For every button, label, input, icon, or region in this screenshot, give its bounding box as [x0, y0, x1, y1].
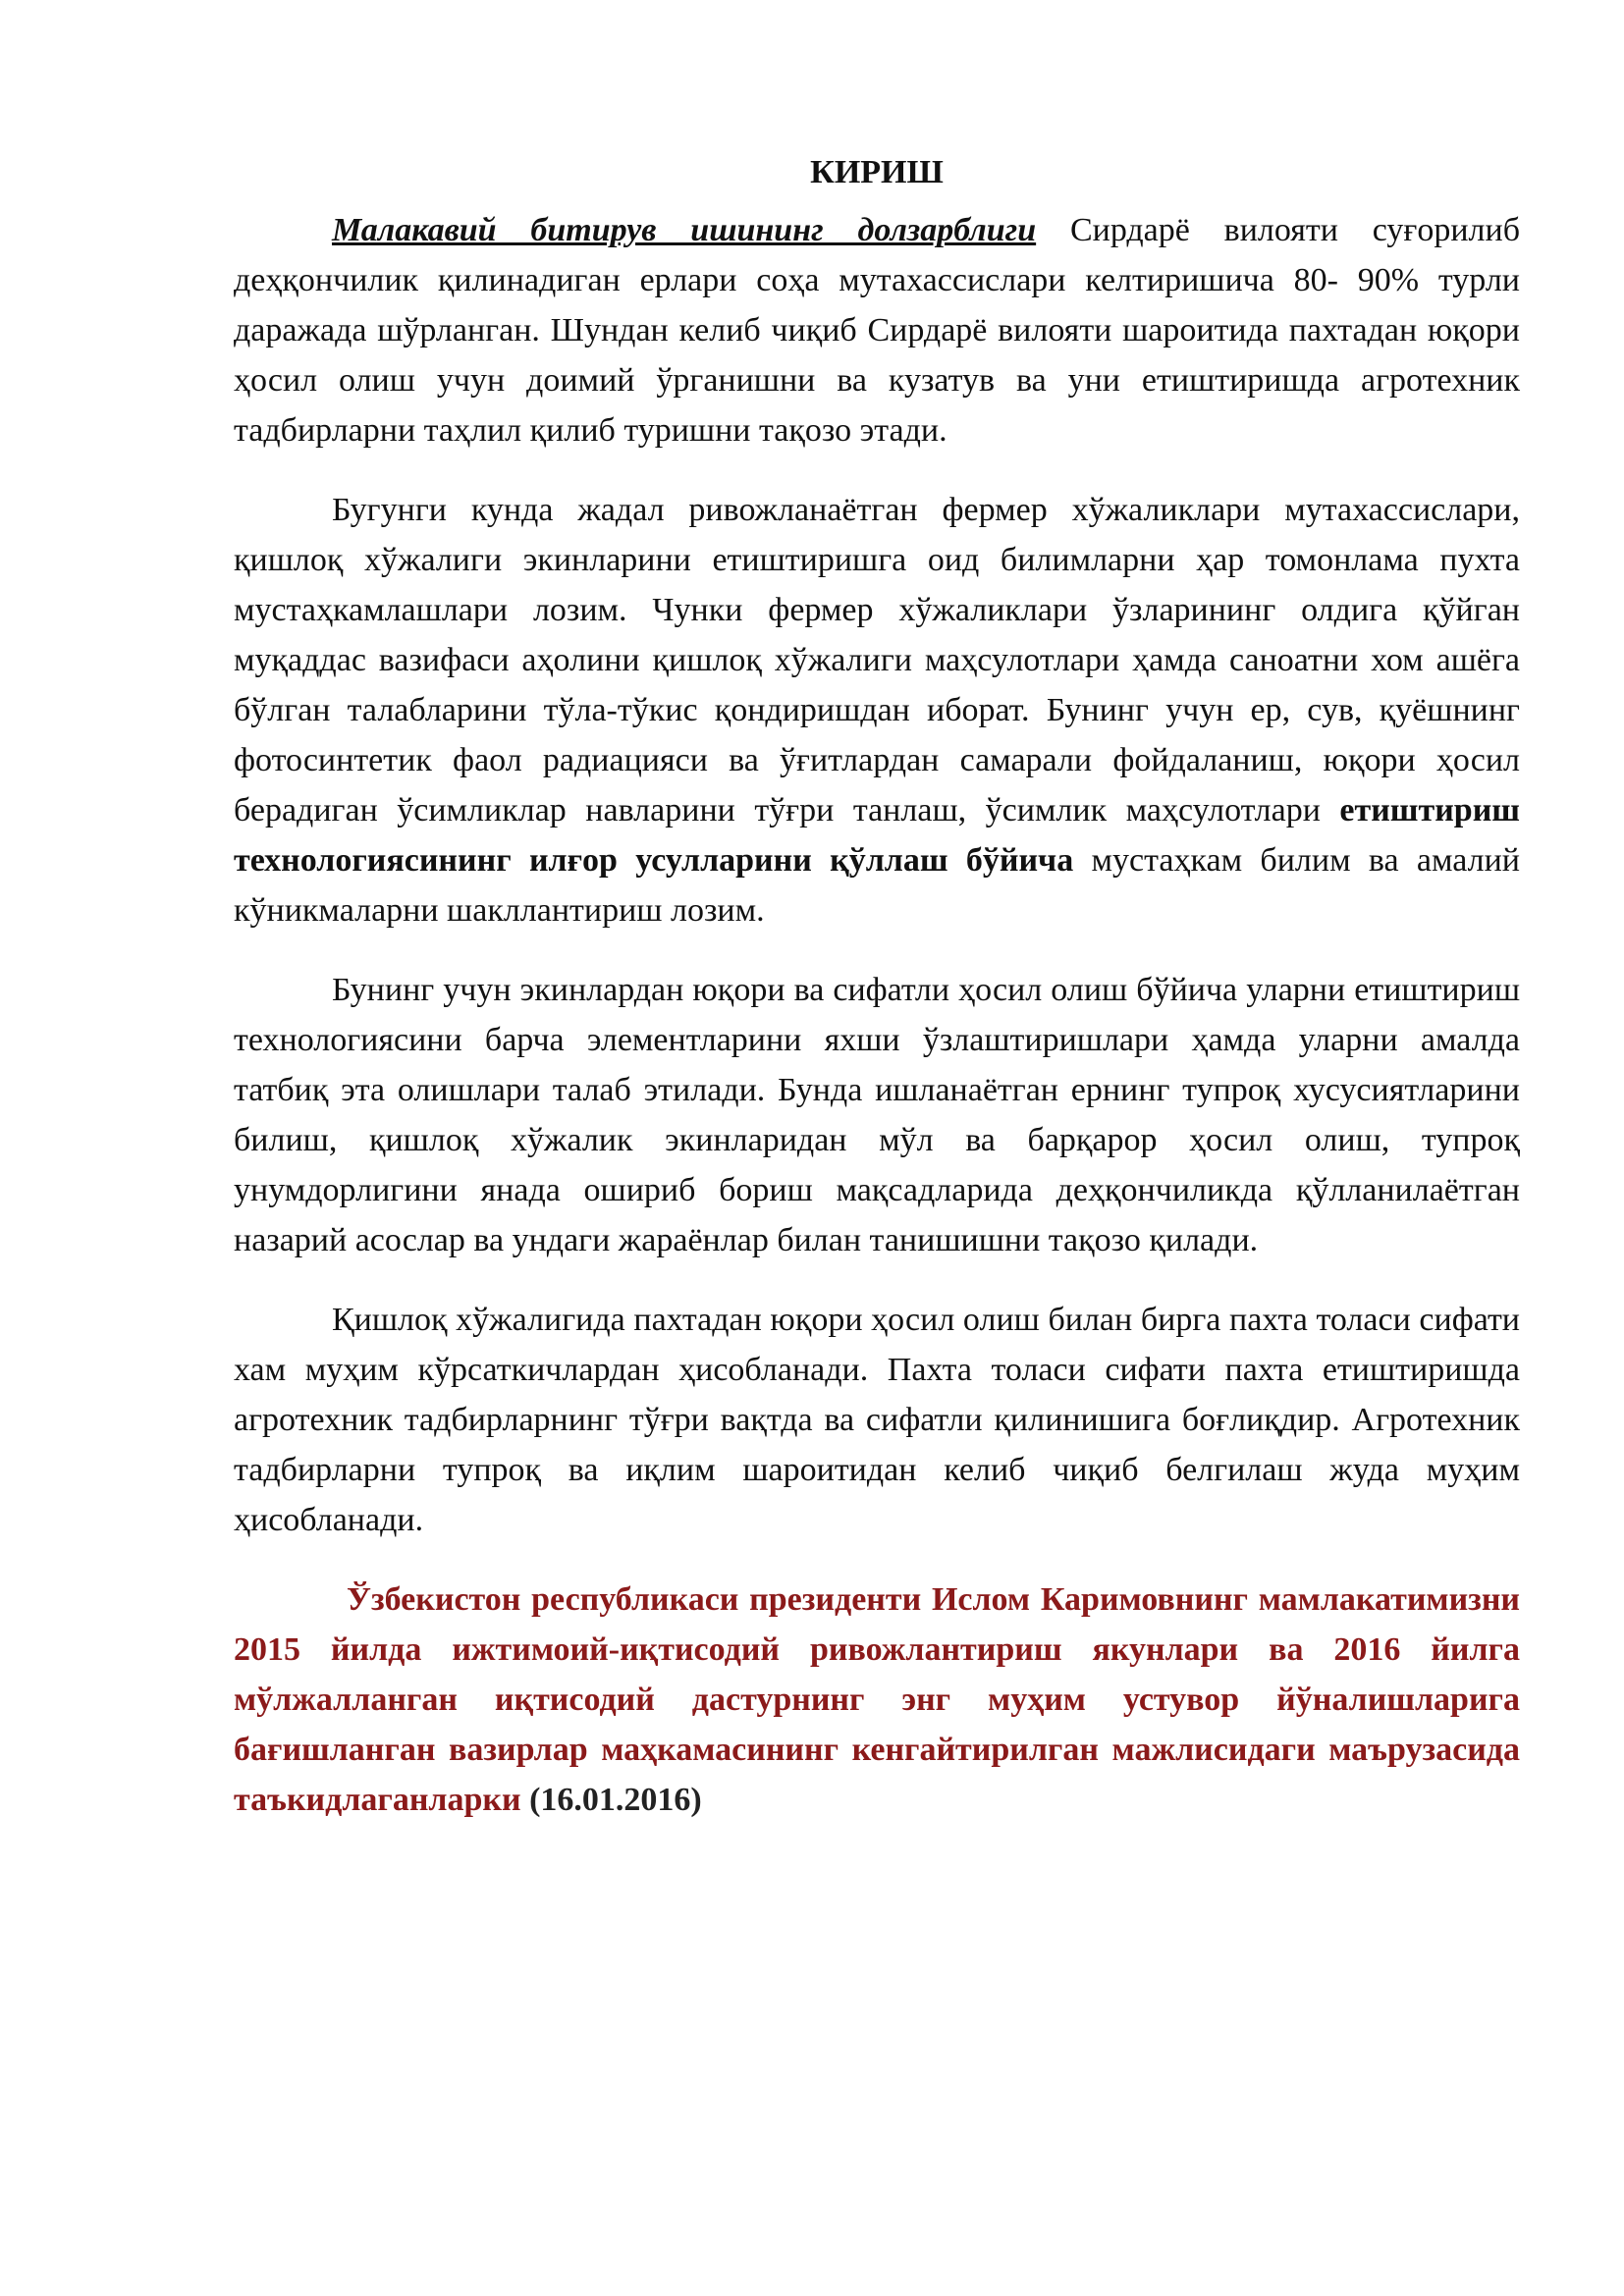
relevance-text: Сирдарё вилояти суғорилиб деҳқончилик қилинадиган ерлари соҳа мутахассислари келтиришича 80- 90% турли даражада шўрланган. Шундан келиб чиқиб Сирдарё вилояти шароитида пахтадан юқори ҳосил олиш учун доимий ўрганишни ва кузатув ва уни етиштиришда агротехник тадбирларни таҳлил қилиб туришни тақозо этади.	[234, 212, 1520, 449]
paragraph-technology: Бунинг учун экинлардан юқори ва сифатли ҳосил олиш бўйича уларни етиштириш технологиясини барча элементларини яхши ўзлаштиришлари ҳамда уларни амалда татбиқ эта олишлари талаб этилади. Бунда ишланаётган ернинг тупроқ хусусиятларини билиш, қишлоқ хўжалик экинларидан мўл ва барқарор ҳосил олиш, тупроқ унумдорлигини янада ошириб бориш мақсадларида деҳқончиликда қўлланилаётган назарий асослар ва ундаги жараёнлар билан танишишни тақозо қилади.	[234, 972, 1520, 1258]
paragraph-president-quote	[234, 1575, 1520, 1825]
president-quote-text: Ўзбекистон республикаси президенти Ислом Каримовнинг мамлакатимизни 2015 йилда ижтимоий-иқтисодий ривожлантириш якунлари ва 2016 йилга мўлжалланган иқтисодий дастурнинг энг муҳим устувор йўналишларига бағишланган вазирлар маҳкамасининг кенгайтирилган мажлисидаги маърузасида таъкидлаганларки	[234, 1581, 1520, 1818]
farmers-bold-text: етиштириш технологиясининг илғор усулларини қўллаш бўйича	[234, 792, 1520, 879]
document-page	[234, 147, 1520, 1825]
paragraph-fiber-quality: Қишлоқ хўжалигида пахтадан юқори ҳосил олиш билан бирга пахта толаси сифати хам муҳим кўрсаткичлардан ҳисобланади. Пахта толаси сифати пахта етиштиришда агротехник тадбирларнинг тўғри вақтда ва сифатли қилинишига боғлиқдир. Агротехник тадбирларни тупроқ ва иқлим шароитидан келиб чиқиб белгилаш жуда муҳим ҳисобланади.	[234, 1302, 1520, 1538]
paragraph-farmers	[234, 485, 1520, 935]
relevance-heading: Малакавий битирув ишининг долзарблиги	[332, 212, 1037, 248]
quote-date: (16.01.2016)	[529, 1782, 702, 1818]
farmers-text-after: мустаҳкам билим ва амалий кўникмаларни шакллантириш лозим.	[234, 842, 1520, 929]
document-title: КИРИШ	[810, 154, 944, 190]
paragraph-relevance	[234, 205, 1520, 455]
farmers-text-before: Бугунги кунда жадал ривожланаётган фермер хўжаликлари мутахассислари, қишлоқ хўжалиги экинларини етиштиришга оид билимларни ҳар томонлама пухта мустаҳкамлашлари лозим. Чунки фермер хўжаликлари ўзларининг олдига қўйган муқаддас вазифаси аҳолини қишлоқ хўжалиги маҳсулотлари ҳамда саноатни хом ашёга бўлган талабларини тўла-тўкис қондиришдан иборат. Бунинг учун ер, сув, қуёшнинг фотосинтетик фаол радиацияси ва ўғитлардан самарали фойдаланиш, юқори ҳосил берадиган ўсимликлар навларини тўғри танлаш, ўсимлик маҳсулотлари	[234, 492, 1520, 828]
